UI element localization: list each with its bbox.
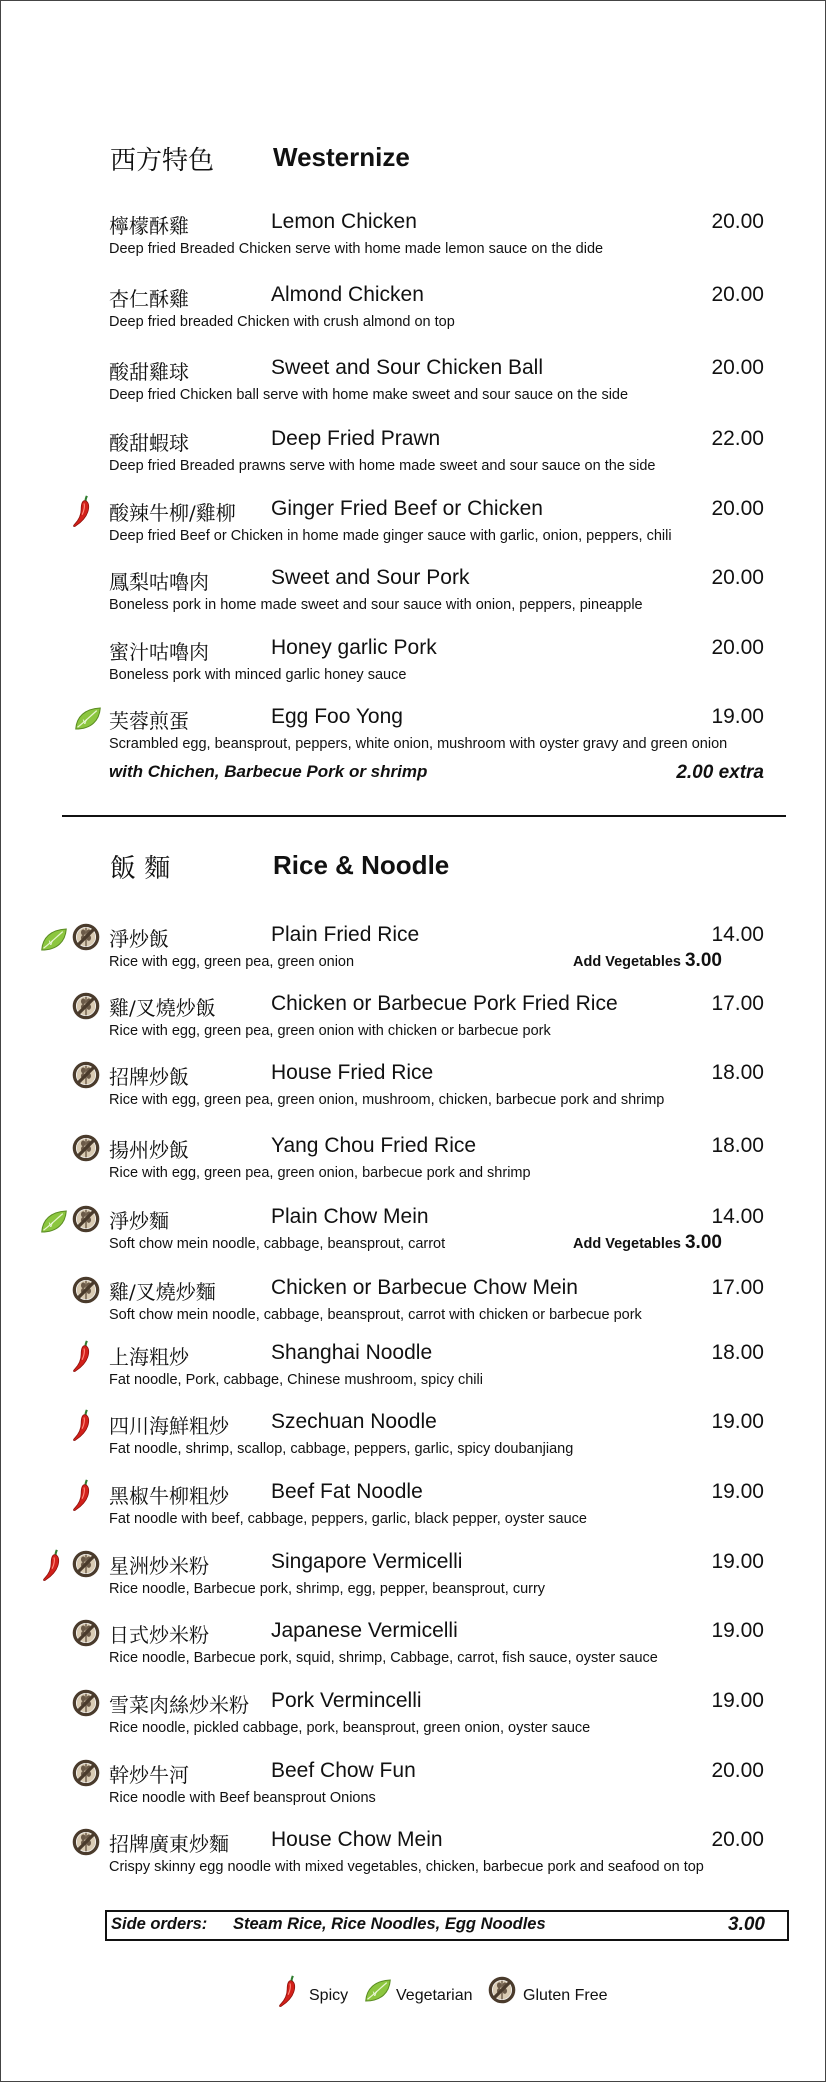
gluten-free-icon [72,1061,100,1089]
item-description: Rice noodle with Beef beansprout Onions [109,1790,376,1806]
menu-item [0,705,826,767]
item-description: Deep fried Beef or Chicken in home made ginger sauce with garlic, onion, peppers, chili [109,528,672,544]
legend-label-spicy: Spicy [309,1987,349,2004]
item-name-zh: 揚州炒飯 [109,1138,189,1162]
item-name-en: Plain Chow Mein [271,1205,429,1228]
gluten-free-icon [72,1619,100,1647]
item-description: Deep fried Chicken ball serve with home make sweet and sour sauce on the side [109,387,629,403]
item-name-zh: 四川海鮮粗炒 [109,1414,229,1438]
item-description: Soft chow mein noodle, cabbage, beansprout, carrot [109,1236,446,1252]
item-name-en: Szechuan Noodle [271,1410,437,1433]
menu-item [0,1480,826,1542]
item-price: 18.00 [711,1341,764,1364]
item-name-zh: 酸辣牛柳/雞柳 [109,501,236,525]
item-description: Rice with egg, green pea, green onion [109,954,355,970]
item-price: 17.00 [711,992,764,1015]
menu-item [0,1689,826,1751]
item-price: 18.00 [711,1134,764,1157]
item-name-zh: 雞/叉燒炒飯 [109,996,216,1020]
item-name-en: Lemon Chicken [271,210,417,233]
item-price: 20.00 [711,497,764,520]
item-description: Boneless pork with minced garlic honey sauce [109,667,407,683]
item-name-en: Chicken or Barbecue Chow Mein [271,1276,578,1299]
item-description: Crispy skinny egg noodle with mixed vegetables, chicken, barbecue pork and seafood on top [109,1859,704,1875]
item-price: 20.00 [711,356,764,379]
side-orders-items: Steam Rice, Rice Noodles, Egg Noodles [233,1915,546,1933]
add-vegetables-option [573,950,722,972]
item-name-zh: 幹炒牛河 [109,1763,189,1787]
section-title-en: Westernize [273,142,410,172]
item-name-zh: 招牌廣東炒麵 [109,1832,229,1856]
item-price: 14.00 [711,923,764,946]
item-price: 19.00 [711,1550,764,1573]
item-name-zh: 雪菜肉絲炒米粉 [109,1693,249,1717]
section-divider [62,815,786,817]
item-description: Fat noodle with beef, cabbage, peppers, garlic, black pepper, oyster sauce [109,1511,587,1527]
add-vegetables-price: 3.00 [684,950,722,971]
item-name-zh: 黑椒牛柳粗炒 [109,1484,229,1508]
item-name-en: Yang Chou Fried Rice [271,1134,477,1157]
menu-item [0,1061,826,1123]
item-name-zh: 日式炒米粉 [109,1623,209,1647]
vegetarian-leaf-icon [74,706,102,731]
vegetarian-leaf-icon [40,927,68,952]
item-description: Rice noodle, Barbecue pork, shrimp, egg, pepper, beansprout, curry [109,1581,546,1597]
extra-note-amount: 2.00 extra [676,762,764,783]
extra-note-text: with Chichen, Barbecue Pork or shrimp [109,762,428,781]
chili-pepper-icon [42,1548,66,1582]
item-description: Deep fried Breaded Chicken serve with home made lemon sauce on the dide [109,241,604,257]
menu-item [0,1276,826,1338]
chili-pepper-icon [278,1974,302,2008]
legend-label-gluten-free: Gluten Free [523,1987,608,2004]
item-name-zh: 芙蓉煎蛋 [109,709,189,733]
item-price: 22.00 [711,427,764,450]
item-description: Deep fried Breaded prawns serve with home made sweet and sour sauce on the side [109,458,656,474]
side-orders-label: Side orders: [111,1915,208,1933]
add-vegetables-label: Add Vegetables [573,1236,681,1252]
gluten-free-icon [72,992,100,1020]
item-name-zh: 杏仁酥雞 [109,287,189,311]
item-name-en: Plain Fried Rice [271,923,420,946]
item-name-en: Honey garlic Pork [271,636,437,659]
item-description: Rice with egg, green pea, green onion, barbecue pork and shrimp [109,1165,531,1181]
menu-item [0,210,826,272]
side-orders-price: 3.00 [728,1914,765,1935]
item-name-zh: 星洲炒米粉 [109,1554,209,1578]
section-title-en: Rice & Noodle [273,850,450,880]
menu-item [0,1759,826,1821]
chili-pepper-icon [72,1478,96,1512]
item-name-zh: 鳳梨咕嚕肉 [109,570,209,594]
item-price: 20.00 [711,283,764,306]
item-name-en: House Chow Mein [271,1828,443,1851]
item-description: Soft chow mein noodle, cabbage, beansprout, carrot with chicken or barbecue pork [109,1307,642,1323]
item-price: 19.00 [711,1410,764,1433]
gluten-free-icon [72,1550,100,1578]
vegetarian-leaf-icon [40,1209,68,1234]
gluten-free-icon [72,1276,100,1304]
item-name-en: House Fried Rice [271,1061,434,1084]
menu-item [0,283,826,345]
menu-item [0,636,826,698]
add-vegetables-label: Add Vegetables [573,954,681,970]
item-price: 20.00 [711,1828,764,1851]
legend-label-vegetarian: Vegetarian [396,1987,473,2004]
gluten-free-icon [72,1689,100,1717]
item-price: 20.00 [711,566,764,589]
item-name-en: Almond Chicken [271,283,424,306]
menu-item [0,427,826,489]
item-name-en: Chicken or Barbecue Pork Fried Rice [271,992,618,1015]
item-name-en: Sweet and Sour Pork [271,566,470,589]
item-name-zh: 上海粗炒 [109,1345,189,1369]
item-name-zh: 淨炒飯 [109,927,169,951]
menu-item [0,1341,826,1403]
gluten-free-icon [72,1134,100,1162]
item-price: 19.00 [711,1480,764,1503]
menu-item [0,356,826,418]
item-name-en: Singapore Vermicelli [271,1550,463,1573]
item-description: Fat noodle, shrimp, scallop, cabbage, peppers, garlic, spicy doubanjiang [109,1441,574,1457]
menu-item [0,1619,826,1681]
chili-pepper-icon [72,494,96,528]
item-price: 20.00 [711,1759,764,1782]
add-vegetables-price: 3.00 [684,1232,722,1253]
gluten-free-icon [72,1205,100,1233]
item-name-zh: 檸檬酥雞 [109,214,189,238]
item-description: Boneless pork in home made sweet and sour sauce with onion, peppers, pineapple [109,597,643,613]
item-price: 18.00 [711,1061,764,1084]
menu-item [0,1134,826,1196]
item-name-en: Beef Chow Fun [271,1759,416,1782]
menu-item [0,992,826,1054]
item-name-en: Shanghai Noodle [271,1341,433,1364]
item-name-zh: 酸甜雞球 [109,360,189,384]
item-name-en: Deep Fried Prawn [271,427,441,450]
chili-pepper-icon [72,1339,96,1373]
item-name-en: Ginger Fried Beef or Chicken [271,497,543,520]
item-name-en: Japanese Vermicelli [271,1619,458,1642]
item-name-zh: 蜜汁咕嚕肉 [109,640,209,664]
item-description: Rice noodle, Barbecue pork, squid, shrimp, Cabbage, carrot, fish sauce, oyster sauce [109,1650,658,1666]
item-name-zh: 雞/叉燒炒麵 [109,1280,216,1304]
item-price: 17.00 [711,1276,764,1299]
item-name-en: Egg Foo Yong [271,705,403,728]
item-description: Rice noodle, pickled cabbage, pork, beansprout, green onion, oyster sauce [109,1720,591,1736]
item-name-en: Pork Vermincelli [271,1689,422,1712]
gluten-free-icon [72,923,100,951]
item-description: Scrambled egg, beansprout, peppers, white onion, mushroom with oyster gravy and green onion [109,736,728,752]
item-description: Fat noodle, Pork, cabbage, Chinese mushroom, spicy chili [109,1372,483,1388]
gluten-free-icon [72,1828,100,1856]
menu-item [0,497,826,559]
section-title-zh: 飯 麵 [110,854,171,884]
item-price: 20.00 [711,636,764,659]
menu-item [0,1410,826,1472]
menu-item [0,566,826,628]
item-description: Deep fried breaded Chicken with crush almond on top [109,314,455,330]
vegetarian-leaf-icon [364,1978,392,2003]
item-price: 19.00 [711,1689,764,1712]
item-price: 20.00 [711,210,764,233]
menu-item [0,1550,826,1612]
item-description: Rice with egg, green pea, green onion with chicken or barbecue pork [109,1023,551,1039]
item-price: 19.00 [711,705,764,728]
gluten-free-icon [488,1976,516,2004]
item-name-zh: 淨炒麵 [109,1209,169,1233]
section-title-zh: 西方特色 [110,146,215,176]
menu-item [0,923,826,985]
icon-legend [0,1974,826,2014]
side-orders-box [105,1910,789,1941]
item-description: Rice with egg, green pea, green onion, mushroom, chicken, barbecue pork and shrimp [109,1092,665,1108]
gluten-free-icon [72,1759,100,1787]
item-name-zh: 酸甜蝦球 [109,431,189,455]
item-price: 19.00 [711,1619,764,1642]
chili-pepper-icon [72,1408,96,1442]
menu-item [0,1828,826,1890]
item-name-en: Sweet and Sour Chicken Ball [271,356,543,379]
menu-item [0,1205,826,1267]
item-name-en: Beef Fat Noodle [271,1480,423,1503]
item-price: 14.00 [711,1205,764,1228]
item-name-zh: 招牌炒飯 [109,1065,189,1089]
add-vegetables-option [573,1232,722,1254]
